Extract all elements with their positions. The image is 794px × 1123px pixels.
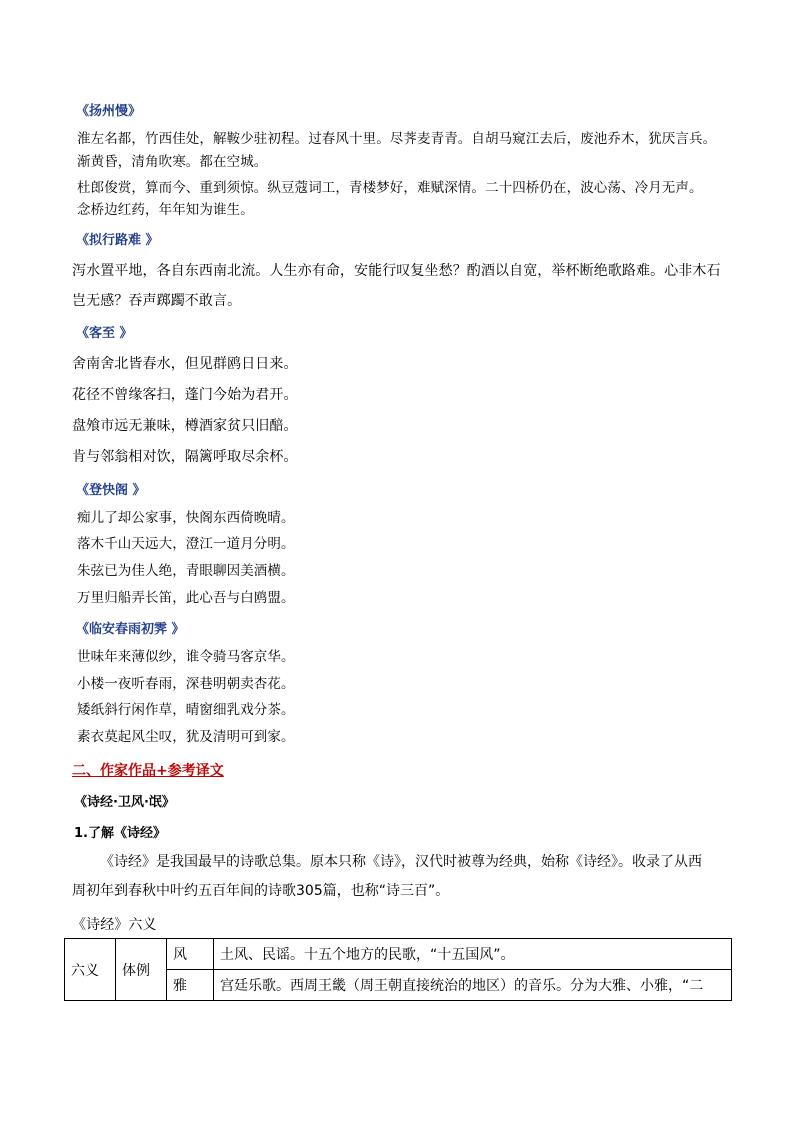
table-row (65, 939, 732, 970)
poem-line: 万里归船弄长笛，此心吾与白鸥盟。 (77, 590, 295, 606)
poem-line: 盘飧市远无兼味，樽酒家贫只旧醅。 (72, 418, 298, 434)
poem-line: 淮左名都，竹西佳处，解鞍少驻初程。过春风十里。尽荠麦青青。自胡马窥江去后，废池乔木，犹厌言兵。 (77, 131, 717, 147)
intro-paragraph-cont (72, 877, 732, 906)
work-title: 《诗经·卫风·氓》 (74, 795, 175, 810)
poem-line: 泻水置平地，各自东西南北流。人生亦有命，安能行叹复坐愁？酌酒以自宽，举杯断绝歌路难。心非木石 (72, 263, 721, 279)
table-cell-name: 雅 (167, 970, 214, 1001)
poem-line: 渐黄昏，清角吹寒。都在空城。 (77, 154, 268, 170)
poem-line: 岂无感？吞声踯躅不敢言。 (72, 293, 242, 309)
poem-title: 《拟行路难 》 (76, 233, 159, 248)
section-heading: 二、作家作品+参考译文 (72, 763, 224, 779)
poem-title: 《登快阁 》 (76, 483, 146, 498)
poem-line: 矮纸斜行闲作草，晴窗细乳戏分茶。 (77, 702, 295, 718)
sub-heading: 1.了解《诗经》 (74, 826, 166, 841)
table-cell-tili: 体例 (116, 939, 167, 1001)
intro-paragraph (72, 848, 732, 877)
poem-line: 念桥边红药，年年知为谁生。 (77, 202, 254, 218)
table-cell-desc: 土风、民谣。十五个地方的民歌，“十五国风”。 (214, 939, 732, 970)
poem-line: 肯与邻翁相对饮，隔篱呼取尽余杯。 (72, 449, 298, 465)
table-cell-liuyi: 六义 (65, 939, 116, 1001)
poem-line: 小楼一夜听春雨，深巷明朝卖杏花。 (77, 676, 295, 692)
table-caption: 《诗经》六义 (72, 917, 157, 933)
poem-title: 《扬州慢》 (76, 104, 142, 119)
poem-line: 痴儿了却公家事，快阁东西倚晚晴。 (77, 510, 295, 526)
poem-line: 朱弦已为佳人绝，青眼聊因美酒横。 (77, 563, 295, 579)
poem-line: 舍南舍北皆春水，但见群鸥日日来。 (72, 356, 298, 372)
poem-line: 花径不曾缘客扫，蓬门今始为君开。 (72, 387, 298, 403)
poem-line: 杜郎俊赏，算而今、重到须惊。纵豆蔻词工，青楼梦好，难赋深情。二十四桥仍在，波心荡、冷月无声。 (77, 180, 703, 196)
six-meanings-table (64, 938, 732, 1001)
poem-line: 世味年来薄似纱，谁令骑马客京华。 (77, 649, 295, 665)
table-cell-name: 风 (167, 939, 214, 970)
table-cell-desc: 宫廷乐歌。西周王畿（周王朝直接统治的地区）的音乐。分为大雅、小雅，“二 (214, 970, 732, 1001)
paragraph-line: 周初年到春秋中叶约五百年间的诗歌305篇，也称“诗三百”。 (72, 883, 450, 899)
poem-line: 落木千山天远大，澄江一道月分明。 (77, 536, 295, 552)
poem-title: 《客至 》 (76, 326, 133, 341)
paragraph-line: 《诗经》是我国最早的诗歌总集。原本只称《诗》，汉代时被尊为经典，始称《诗经》。收录了从西 (100, 854, 702, 870)
poem-title: 《临安春雨初霁 》 (76, 622, 185, 637)
poem-line: 素衣莫起风尘叹，犹及清明可到家。 (77, 729, 295, 745)
